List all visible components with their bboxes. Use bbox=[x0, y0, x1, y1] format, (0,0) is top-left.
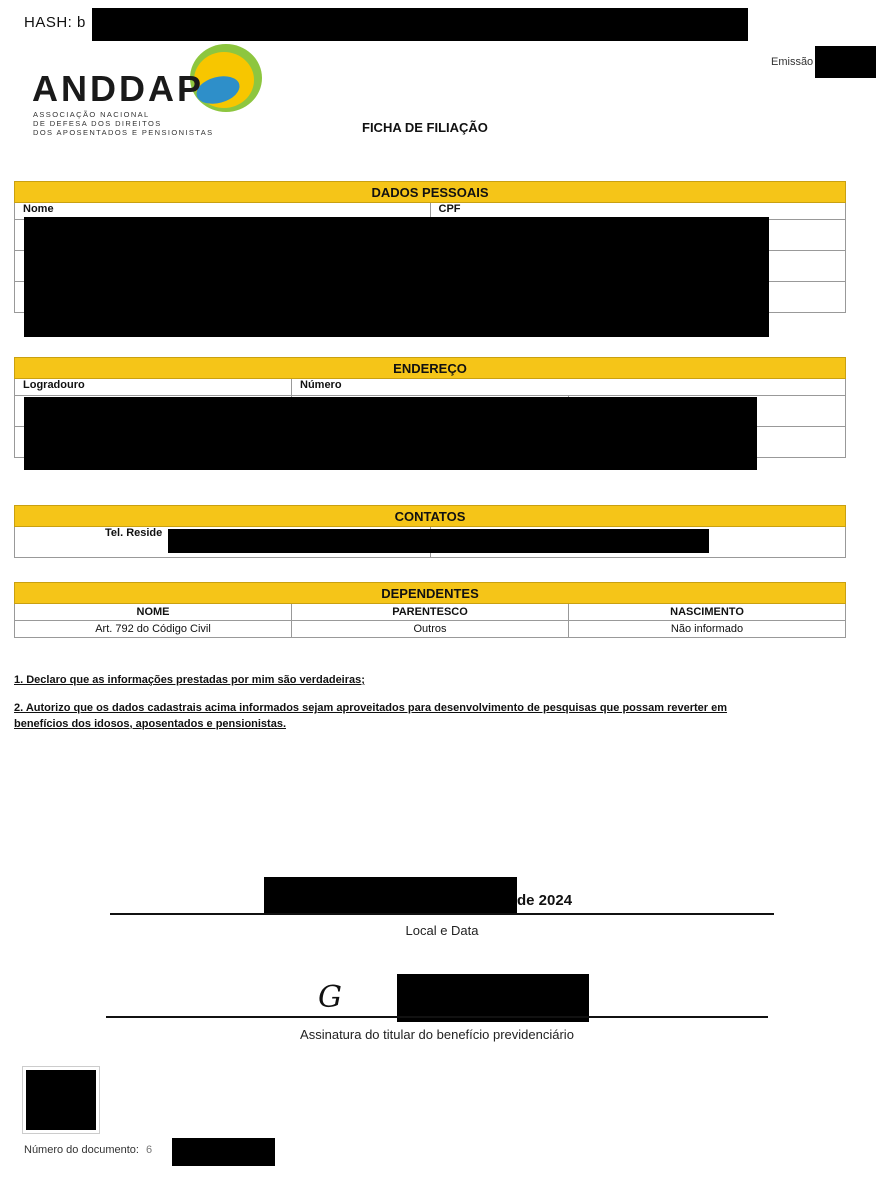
form-title: FICHA DE FILIAÇÃO bbox=[362, 120, 488, 135]
dependentes-section bbox=[14, 582, 846, 638]
doc-number bbox=[24, 1144, 152, 1156]
endereco-redaction bbox=[24, 397, 757, 470]
local-data-label: Local e Data bbox=[405, 923, 479, 938]
dependente-parentesco: Outros bbox=[292, 621, 569, 638]
emissao-label: Emissão bbox=[771, 56, 814, 68]
dependentes-col-nascimento: NASCIMENTO bbox=[569, 604, 846, 621]
contatos-redaction bbox=[168, 529, 709, 553]
signature-mark: G bbox=[318, 980, 342, 1015]
signature-line bbox=[106, 1016, 768, 1018]
nome-label: Nome bbox=[15, 203, 431, 220]
tel-residencial-label: Tel. Reside bbox=[15, 527, 431, 558]
dados-pessoais-redaction bbox=[24, 217, 769, 337]
cpf-label: CPF bbox=[430, 203, 846, 220]
date-year: de 2024 bbox=[517, 892, 573, 909]
logo-subtitle bbox=[33, 110, 214, 137]
declaracao-2: 2. Autorizo que os dados cadastrais acima informados sejam aproveitados para desenvolvimento de pesquisas que possam reverter em benefícios dos idosos, aposentados e pensionistas. bbox=[14, 702, 728, 730]
numero-label: Número bbox=[292, 379, 846, 396]
dependentes-col-nome: NOME bbox=[15, 604, 292, 621]
table-row bbox=[15, 621, 846, 638]
local-data-line bbox=[110, 913, 774, 915]
dados-pessoais-title: DADOS PESSOAIS bbox=[15, 182, 846, 203]
contatos-title: CONTATOS bbox=[15, 506, 846, 527]
dependente-nome: Art. 792 do Código Civil bbox=[15, 621, 292, 638]
qr-code bbox=[22, 1066, 100, 1134]
logradouro-label: Logradouro bbox=[15, 379, 292, 396]
dependentes-col-parentesco: PARENTESCO bbox=[292, 604, 569, 621]
doc-number-prefix: 6 bbox=[146, 1144, 153, 1156]
dependente-nascimento: Não informado bbox=[569, 621, 846, 638]
signature-redaction bbox=[397, 974, 589, 1022]
endereco-title: ENDEREÇO bbox=[15, 358, 846, 379]
declaracao-1: 1. Declaro que as informações prestadas por mim são verdadeiras; bbox=[14, 674, 365, 686]
emissao-redaction bbox=[815, 46, 876, 78]
logo-subtitle-line: ASSOCIAÇÃO NACIONAL bbox=[33, 110, 150, 119]
logo-subtitle-line: DE DEFESA DOS DIREITOS bbox=[33, 119, 162, 128]
hash-redaction bbox=[92, 8, 748, 41]
doc-number-label: Número do documento: bbox=[24, 1144, 139, 1156]
qr-code-redaction bbox=[26, 1070, 96, 1130]
doc-number-redaction bbox=[172, 1138, 275, 1166]
local-data-redaction bbox=[264, 877, 517, 914]
hash-label: HASH: b bbox=[24, 14, 86, 31]
logo-subtitle-line: DOS APOSENTADOS E PENSIONISTAS bbox=[33, 128, 214, 137]
signature-label: Assinatura do titular do benefício previdenciário bbox=[300, 1027, 574, 1042]
logo-name: ANDDAP bbox=[32, 68, 205, 109]
dependentes-title: DEPENDENTES bbox=[15, 583, 846, 604]
